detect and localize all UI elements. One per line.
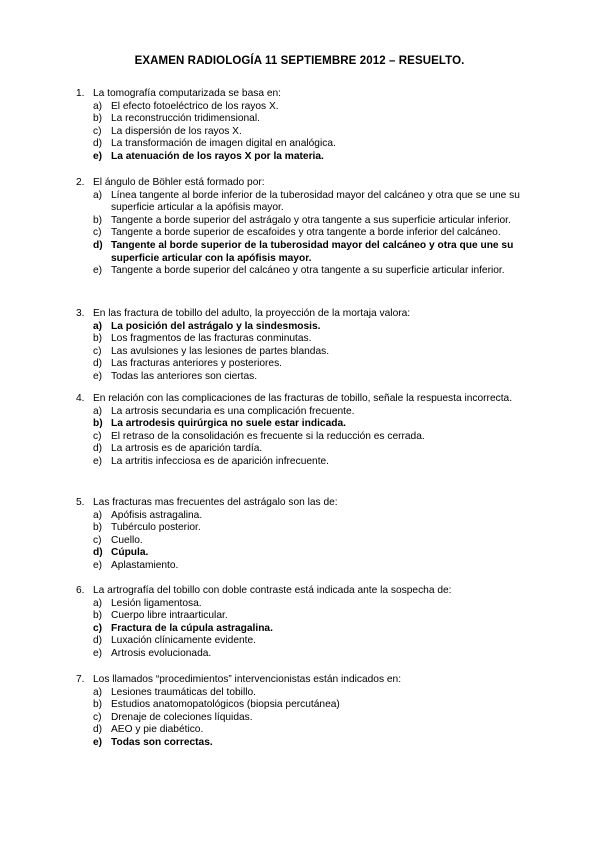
correct-option	[93, 737, 546, 750]
option-letter: c)	[93, 125, 102, 137]
option-letter: a)	[93, 597, 103, 609]
option-text: Tangente a borde superior del astrágalo y otra tangente a sus superficie articular inferior.	[111, 214, 511, 226]
question-5	[76, 497, 546, 573]
option-list	[76, 510, 546, 573]
option-letter: a)	[93, 320, 103, 332]
option-text: Lesión ligamentosa.	[111, 597, 202, 609]
question-6	[76, 585, 546, 661]
option-text: La atenuación de los rayos X por la materia.	[111, 150, 324, 162]
option-letter: c)	[93, 534, 102, 546]
option-letter: a)	[93, 100, 103, 112]
answer-option	[93, 635, 546, 648]
question-header	[76, 393, 546, 406]
answer-option	[93, 560, 546, 573]
answer-option	[93, 113, 546, 126]
option-text: Las avulsiones y las lesiones de partes blandas.	[111, 345, 330, 357]
answer-option	[93, 510, 546, 523]
answer-option	[93, 227, 546, 240]
option-letter: b)	[93, 610, 103, 622]
option-text: La artrosis secundaria es una complicación frecuente.	[111, 405, 355, 417]
option-text: La artritis infecciosa es de aparición infrecuente.	[111, 455, 330, 467]
option-letter: c)	[93, 430, 102, 442]
question-header	[76, 674, 546, 687]
option-letter: a)	[93, 686, 103, 698]
option-text: Tangente a borde superior del calcáneo y otra tangente a su superficie articular inferior.	[111, 265, 505, 277]
option-letter: e)	[93, 150, 103, 162]
answer-option	[93, 333, 546, 346]
answer-option	[93, 215, 546, 228]
option-text: Tangente a borde superior de escafoides y otra tangente a borde inferior del calcáneo.	[111, 227, 501, 239]
correct-option	[93, 240, 546, 265]
answer-option	[93, 610, 546, 623]
option-letter: d)	[93, 358, 103, 370]
option-text: Estudios anatomopatológicos (biopsia percutánea)	[111, 699, 340, 711]
question-number: 5.	[76, 497, 85, 508]
option-letter: d)	[93, 138, 103, 150]
option-text: La reconstrucción tridimensional.	[111, 113, 260, 125]
answer-option	[93, 346, 546, 359]
option-text: La artrosis es de aparición tardía.	[111, 443, 263, 455]
question-header	[76, 308, 546, 321]
option-text: Tubérculo posterior.	[111, 522, 201, 534]
option-text: Fractura de la cúpula astragalina.	[111, 622, 273, 634]
option-text: Luxación clínicamente evidente.	[111, 635, 256, 647]
option-list	[76, 321, 546, 384]
option-list	[76, 687, 546, 750]
answer-option	[93, 598, 546, 611]
option-letter: d)	[93, 547, 103, 559]
question-number: 1.	[76, 88, 85, 99]
answer-option	[93, 431, 546, 444]
option-letter: c)	[93, 227, 102, 239]
option-letter: b)	[93, 418, 103, 430]
correct-option	[93, 623, 546, 636]
option-letter: b)	[93, 214, 103, 226]
option-letter: a)	[93, 405, 103, 417]
question-4	[76, 393, 546, 469]
option-text: AEO y pie diabético.	[111, 724, 204, 736]
answer-option	[93, 138, 546, 151]
question-2	[76, 177, 546, 278]
exam-title: EXAMEN RADIOLOGÍA 11 SEPTIEMBRE 2012 – RESUELTO.	[134, 55, 465, 67]
option-list	[76, 406, 546, 469]
option-list	[76, 101, 546, 164]
option-text: Artrosis evolucionada.	[111, 647, 212, 659]
option-text: Aplastamiento.	[111, 559, 179, 571]
answer-option	[93, 522, 546, 535]
question-number: 2.	[76, 177, 85, 188]
question-number: 6.	[76, 585, 85, 596]
option-letter: a)	[93, 189, 103, 201]
question-text: La artrografía del tobillo con doble contraste está indicada ante la sospecha de:	[93, 585, 452, 596]
question-header	[76, 88, 546, 101]
option-text: Cúpula.	[111, 547, 149, 559]
option-text: Las fracturas anteriores y posteriores.	[111, 358, 282, 370]
option-letter: c)	[93, 711, 102, 723]
option-letter: c)	[93, 345, 102, 357]
option-list	[76, 190, 546, 278]
answer-option	[93, 648, 546, 661]
option-text: Todas las anteriores son ciertas.	[111, 370, 258, 382]
answer-option	[93, 687, 546, 700]
question-3	[76, 308, 546, 384]
question-1	[76, 88, 546, 164]
option-letter: d)	[93, 239, 103, 251]
question-header	[76, 497, 546, 510]
answer-option	[93, 406, 546, 419]
correct-option	[93, 321, 546, 334]
question-7	[76, 674, 546, 750]
option-text: Drenaje de coleciones líquidas.	[111, 711, 253, 723]
question-number: 3.	[76, 308, 85, 319]
option-letter: e)	[93, 559, 103, 571]
option-text: Apófisis astragalina.	[111, 509, 203, 521]
question-number: 7.	[76, 674, 85, 685]
answer-option	[93, 126, 546, 139]
option-letter: d)	[93, 635, 103, 647]
option-text: Cuello.	[111, 534, 143, 546]
question-text: Los llamados “procedimientos” intervencionistas están indicados en:	[93, 674, 402, 685]
answer-option	[93, 456, 546, 469]
answer-option	[93, 190, 546, 215]
option-letter: e)	[93, 265, 103, 277]
question-header	[76, 177, 546, 190]
option-letter: d)	[93, 443, 103, 455]
option-text: Todas son correctas.	[111, 736, 213, 748]
option-text: Lesiones traumáticas del tobillo.	[111, 686, 256, 698]
correct-option	[93, 547, 546, 560]
option-text: El efecto fotoeléctrico de los rayos X.	[111, 100, 279, 112]
option-letter: d)	[93, 724, 103, 736]
option-letter: e)	[93, 736, 103, 748]
answer-option	[93, 724, 546, 737]
answer-option	[93, 535, 546, 548]
option-text: La posición del astrágalo y la sindesmosis.	[111, 320, 321, 332]
option-letter: b)	[93, 522, 103, 534]
answer-option	[93, 699, 546, 712]
answer-option	[93, 358, 546, 371]
answer-option	[93, 712, 546, 725]
option-text: La artrodesis quirúrgica no suele estar indicada.	[111, 418, 346, 430]
option-letter: e)	[93, 455, 103, 467]
option-letter: a)	[93, 509, 103, 521]
question-text: El ángulo de Böhler está formado por:	[93, 177, 265, 188]
option-text: Los fragmentos de las fracturas conminutas.	[111, 333, 312, 345]
question-text: La tomografía computarizada se basa en:	[93, 88, 282, 99]
option-text: La dispersión de los rayos X.	[111, 125, 242, 137]
question-number: 4.	[76, 393, 85, 404]
question-text: En relación con las complicaciones de las fracturas de tobillo, señale la respuesta incorrecta.	[93, 393, 513, 404]
question-text: En las fractura de tobillo del adulto, la proyección de la mortaja valora:	[93, 308, 411, 319]
option-letter: c)	[93, 622, 103, 634]
option-letter: e)	[93, 370, 103, 382]
option-text: Cuerpo libre intraarticular.	[111, 610, 228, 622]
option-letter: b)	[93, 699, 103, 711]
option-letter: b)	[93, 333, 103, 345]
question-text: Las fracturas mas frecuentes del astrágalo son las de:	[93, 497, 338, 508]
option-text: Tangente al borde superior de la tuberosidad mayor del calcáneo y otra que une su superficie articular con la apófisis mayor.	[111, 239, 514, 264]
option-list	[76, 598, 546, 661]
option-text: El retraso de la consolidación es frecuente si la reducción es cerrada.	[111, 430, 425, 442]
question-header	[76, 585, 546, 598]
answer-option	[93, 371, 546, 384]
answer-option	[93, 443, 546, 456]
answer-option	[93, 101, 546, 114]
correct-option	[93, 418, 546, 431]
option-letter: e)	[93, 647, 103, 659]
option-letter: b)	[93, 113, 103, 125]
option-text: Línea tangente al borde inferior de la tuberosidad mayor del calcáneo y otra que se une su superficie articular a la apófisis mayor.	[111, 189, 520, 214]
option-text: La transformación de imagen digital en analógica.	[111, 138, 336, 150]
correct-option	[93, 151, 546, 164]
answer-option	[93, 265, 546, 278]
